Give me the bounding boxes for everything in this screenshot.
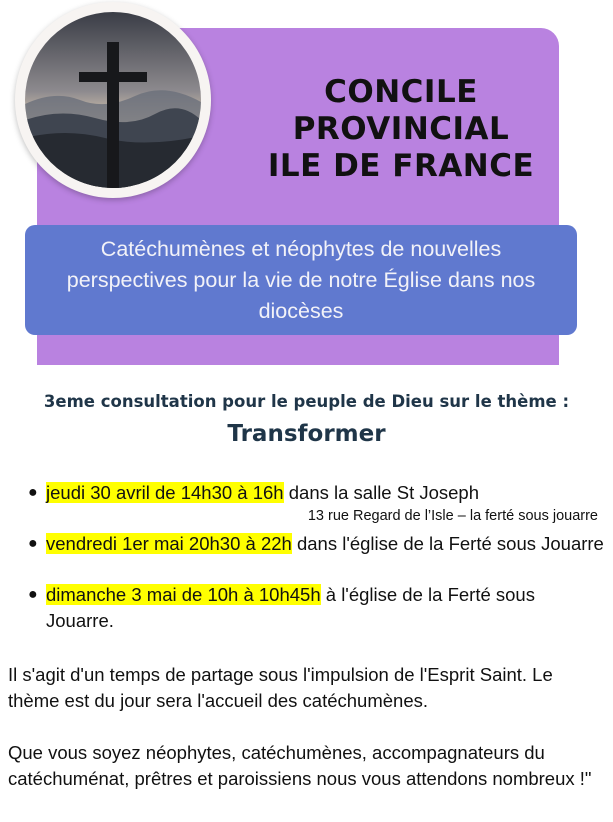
banner-subtitle: Catéchumènes et néophytes de nouvelles perspectives pour la vie de notre Église dans nos diocèses <box>66 236 536 323</box>
event-location: dans la salle St Joseph <box>283 482 480 503</box>
banner-title-line: CONCILE <box>324 74 478 110</box>
banner-title-line: ILE DE FRANCE <box>267 148 535 184</box>
bullet-icon: ● <box>28 586 38 603</box>
event-date: vendredi 1er mai 20h30 à 22h <box>46 533 292 554</box>
banner-title <box>262 74 540 185</box>
consultation-heading: 3eme consultation pour le peuple de Dieu sur le thème : <box>43 392 570 411</box>
cross-on-mountain-icon <box>25 12 201 188</box>
paragraph: Que vous soyez néophytes, catéchumènes, accompagnateurs du catéchuménat, prêtres et paroissiens nous vous attendons nombreux !" <box>8 742 592 789</box>
event-location: à l'église de la Ferté sous Jouarre. <box>46 584 535 631</box>
banner-title-line: PROVINCIAL <box>292 111 510 147</box>
subtitle-box <box>25 225 577 335</box>
event-date: dimanche 3 mai de 10h à 10h45h <box>46 584 321 605</box>
theme-title: Transformer <box>227 421 386 447</box>
paragraph: Il s'agit d'un temps de partage sous l'impulsion de l'Esprit Saint. Le thème est du jour sera l'accueil des catéchumènes. <box>8 664 553 711</box>
bullet-icon: ● <box>28 535 38 552</box>
event-location: dans l'église de la Ferté sous Jouarre <box>291 533 604 554</box>
event-address: 13 rue Regard de l’Isle – la ferté sous jouarre <box>307 508 598 524</box>
event-text <box>46 480 606 506</box>
bullet-icon: ● <box>28 484 38 501</box>
event-text <box>46 531 606 557</box>
event-date: jeudi 30 avril de 14h30 à 16h <box>46 482 284 503</box>
banner-image <box>15 2 211 198</box>
event-text <box>46 582 606 634</box>
